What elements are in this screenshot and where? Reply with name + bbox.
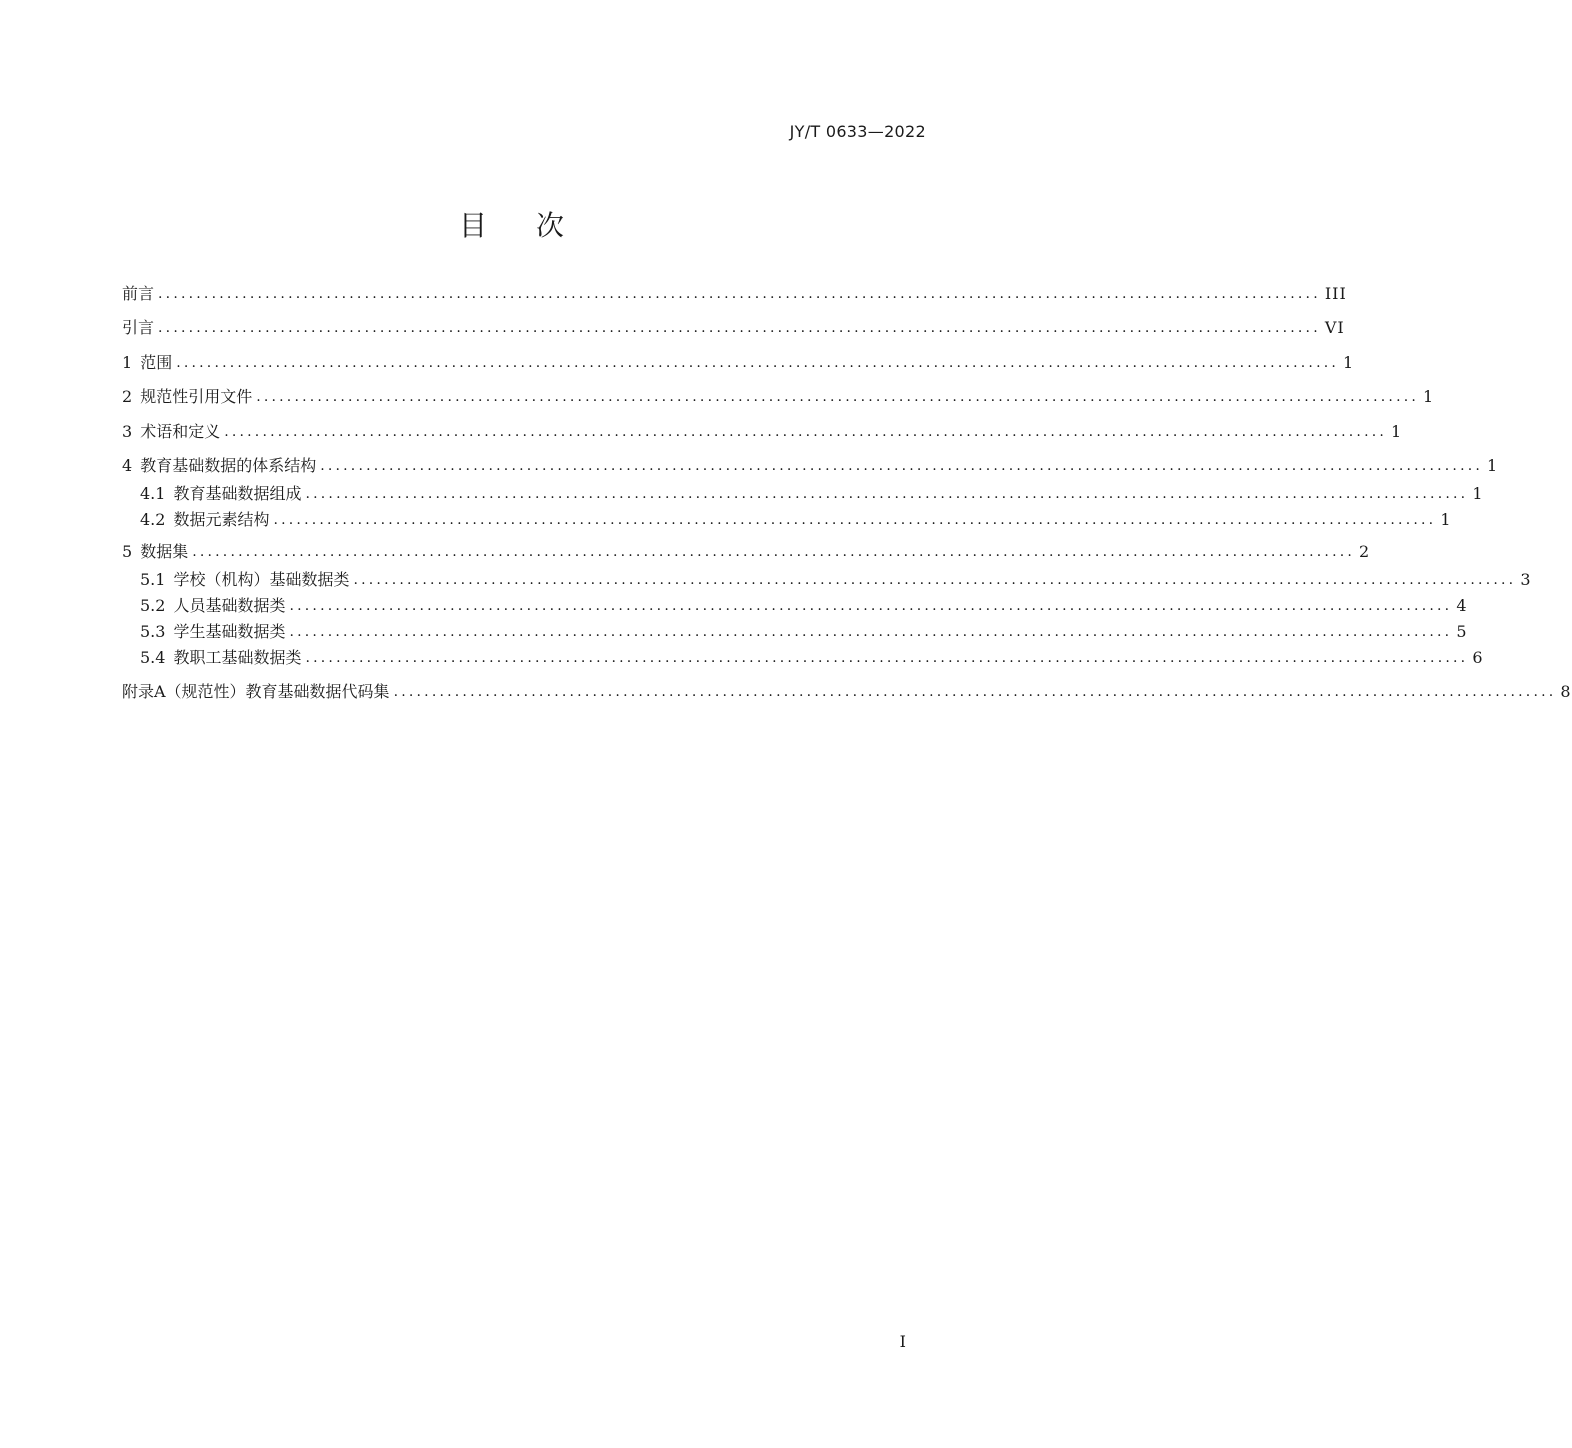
toc-entry-page: 1 [1343, 353, 1355, 372]
toc-entry-number: 3 [122, 422, 133, 441]
toc-entry-foreword[interactable] [122, 282, 1347, 306]
toc-entry-number: 5 [122, 542, 133, 561]
toc-entry-label: 学生基础数据类 [173, 622, 286, 641]
leader-dots: ........................................................................................................................................................ [305, 486, 1469, 502]
toc-entry-label: 数据元素结构 [173, 510, 270, 529]
toc-entry-page: 1 [1487, 456, 1499, 475]
toc-entry-number: 5.4 [140, 648, 166, 667]
toc-entry-5-1[interactable] [140, 568, 1532, 592]
toc-entry-page: 5 [1456, 622, 1468, 641]
leader-dots: ........................................................................................................................................................ [320, 458, 1484, 474]
toc-entry-label: 引言 [122, 318, 155, 337]
toc-entry-1[interactable] [122, 351, 1355, 375]
title-char-1: 目 [458, 209, 488, 242]
leader-dots: ........................................................................................................................................................ [305, 650, 1469, 666]
standard-code: JY/T 0633—2022 [789, 122, 926, 141]
toc-entry-4-2[interactable] [140, 508, 1452, 532]
toc-entry-3[interactable] [122, 420, 1403, 444]
toc-entry-page: 1 [1440, 510, 1452, 529]
toc-entry-2[interactable] [122, 385, 1435, 409]
toc-entry-number: 5.1 [140, 570, 166, 589]
toc-entry-number: 5.2 [140, 596, 166, 615]
toc-entry-number: 5.3 [140, 622, 166, 641]
leader-dots: ........................................................................................................................................................ [353, 572, 1517, 588]
toc-entry-page: 8 [1560, 682, 1572, 701]
leader-dots: ........................................................................................................................................................ [176, 355, 1340, 371]
leader-dots: ........................................................................................................................................................ [224, 424, 1388, 440]
toc-entry-number: 4.1 [140, 484, 166, 503]
toc-entry-label: 术语和定义 [140, 422, 221, 441]
toc-entry-label: 规范性引用文件 [140, 387, 253, 406]
toc-entry-page: 1 [1472, 484, 1484, 503]
toc-entry-label: 前言 [122, 284, 155, 303]
toc-entry-number: 4 [122, 456, 133, 475]
toc-entry-page: 6 [1472, 648, 1484, 667]
toc-entry-label: 教育基础数据组成 [173, 484, 302, 503]
toc-entry-5[interactable] [122, 540, 1371, 564]
toc-entry-label: 学校（机构）基础数据类 [173, 570, 350, 589]
toc-entry-appendix-a[interactable] [122, 680, 1572, 704]
toc-entry-number: 2 [122, 387, 133, 406]
toc-entry-page: III [1324, 284, 1347, 303]
page-title [0, 204, 1024, 244]
toc-entry-label: 教育基础数据的体系结构 [140, 456, 317, 475]
toc-entry-label: 人员基础数据类 [173, 596, 286, 615]
leader-dots: ........................................................................................................................................................ [192, 544, 1356, 560]
toc-entry-4[interactable] [122, 454, 1499, 478]
toc-entry-page: 2 [1359, 542, 1371, 561]
toc-entry-number: 4.2 [140, 510, 166, 529]
toc-entry-5-3[interactable] [140, 620, 1468, 644]
leader-dots: ........................................................................................................................................................ [289, 598, 1453, 614]
toc-entry-page: VI [1324, 318, 1345, 337]
leader-dots: ........................................................................................................................................................ [158, 320, 1321, 336]
toc-entry-4-1[interactable] [140, 482, 1484, 506]
toc-entry-label: 范围 [140, 353, 173, 372]
leader-dots: ........................................................................................................................................................ [158, 286, 1321, 302]
toc-entry-label: 附录A（规范性）教育基础数据代码集 [122, 682, 390, 701]
leader-dots: ........................................................................................................................................................ [393, 684, 1557, 700]
leader-dots: ........................................................................................................................................................ [289, 624, 1453, 640]
toc-entry-label: 数据集 [140, 542, 189, 561]
toc-entry-page: 3 [1520, 570, 1532, 589]
toc-entry-page: 1 [1423, 387, 1435, 406]
leader-dots: ........................................................................................................................................................ [273, 512, 1437, 528]
title-char-2: 次 [536, 209, 566, 242]
toc-entry-5-2[interactable] [140, 594, 1468, 618]
leader-dots: ........................................................................................................................................................ [256, 389, 1420, 405]
toc-entry-label: 教职工基础数据类 [173, 648, 302, 667]
toc-entry-number: 1 [122, 353, 133, 372]
toc-entry-page: 4 [1456, 596, 1468, 615]
toc-entry-introduction[interactable] [122, 316, 1345, 340]
toc-entry-page: 1 [1391, 422, 1403, 441]
toc-entry-5-4[interactable] [140, 646, 1484, 670]
page-folio: I [899, 1332, 906, 1351]
